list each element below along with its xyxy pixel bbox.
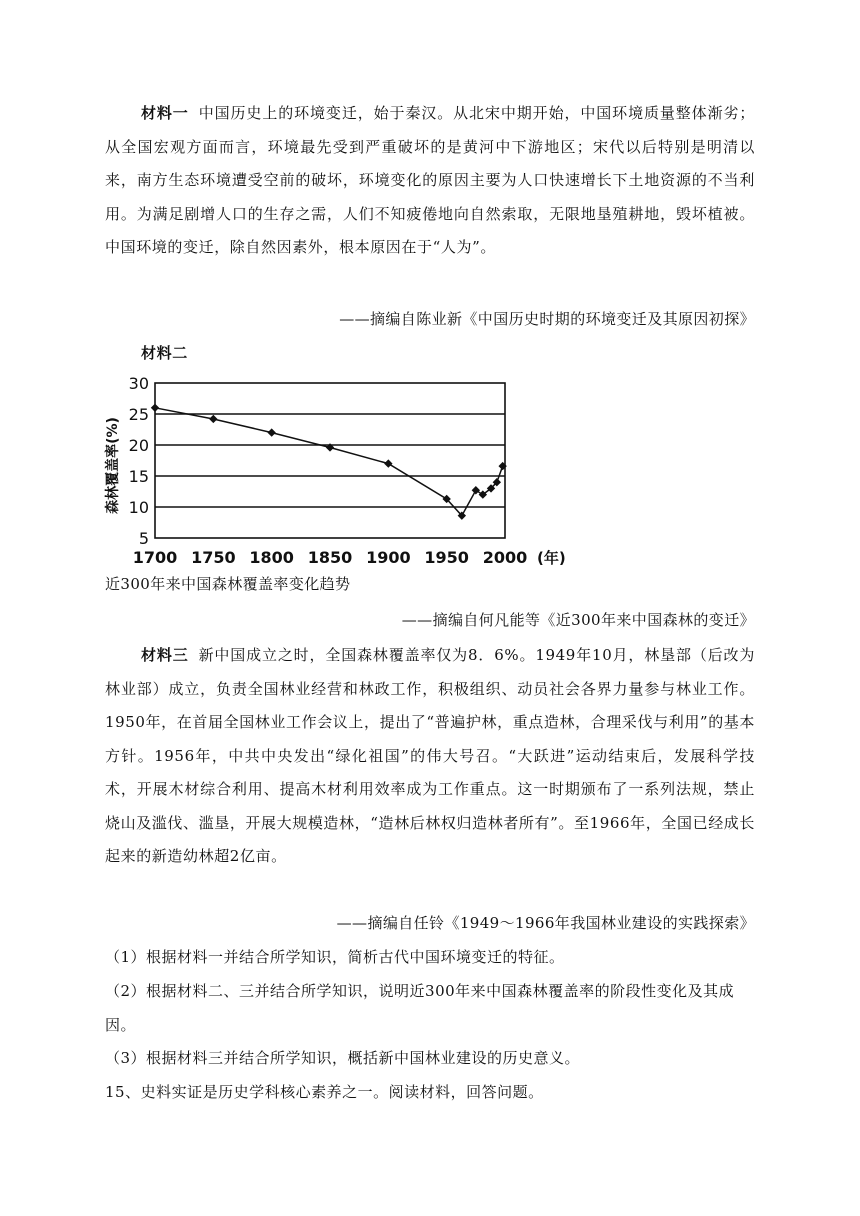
x-tick-label: 1950 [424,548,469,567]
data-point [209,415,217,423]
series-line [155,408,503,516]
y-tick-label: 5 [138,529,149,548]
material3-text: 新中国成立之时，全国森林覆盖率仅为8．6%。1949年10月，林垦部（后改为林业部）成立，负责全国林业经营和林政工作，积极组织、动员社会各界力量参与林业工作。1950年，在首届全国林业工作会议上，提出了“普遍护林，重点造林，合理采伐与利用”的基本方针。1956年，中共中央发出“绿化祖国”的伟大号召。“大跃进”运动结束后，发展科学技术，开展木材综合利用、提高木材利用效率成为工作重点。这一时期颁布了一系列法规，禁止烧山及滥伐、滥垦，开展大规模造林，“造林后林权归造林者所有”。至1966年，全国已经成长起来的新造幼林超2亿亩。 [105,646,755,865]
question-3: （3）根据材料三并结合所学知识，概括新中国林业建设的历史意义。 [105,1049,581,1067]
x-tick-label: 1900 [366,548,411,567]
x-tick-label: 1850 [307,548,353,567]
material1-text: 中国历史上的环境变迁，始于秦汉。从北宋中期开始，中国环境质量整体渐劣；从全国宏观方面而言，环境最先受到严重破坏的是黄河中下游地区；宋代以后特别是明清以来，南方生态环境遭受空前的破坏，环境变化的原因主要为人口快速增长下土地资源的不当利用。为满足剧增人口的生存之需，人们不知疲倦地向自然索取，无限地垦殖耕地，毁坏植被。中国环境的变迁，除自然因素外，根本原因在于“人为”。 [105,104,755,256]
material2-label: 材料二 [141,344,188,362]
x-axis-unit: (年) [537,549,566,567]
y-tick-label: 30 [128,374,149,393]
plot-frame [155,383,505,538]
chart-caption: 近300年来中国森林覆盖率变化趋势 [105,575,351,593]
data-point [267,428,275,436]
y-tick-label: 15 [128,467,149,486]
y-tick-label: 10 [128,498,149,517]
material3-paragraph [105,639,755,874]
material1-paragraph [105,97,755,265]
x-tick-label: 1750 [191,548,236,567]
forest-coverage-chart [100,370,566,570]
x-tick-label: 1700 [132,548,178,567]
material1-label: 材料一 [141,104,189,122]
x-tick-label: 2000 [482,548,528,567]
question-15: 15、史料实证是历史学科核心素养之一。阅读材料，回答问题。 [105,1083,544,1101]
material3-source: ——摘编自任铃《1949～1966年我国林业建设的实践探索》 [336,914,755,932]
material2-source: ——摘编自何凡能等《近300年来中国森林的变迁》 [401,611,755,629]
data-point [472,486,480,494]
y-axis-label: 森林覆盖率(%) [105,417,121,514]
question-2: （2）根据材料二、三并结合所学知识，说明近300年来中国森林覆盖率的阶段性变化及其成因。 [105,982,735,1034]
question-1: （1）根据材料一并结合所学知识，简析古代中国环境变迁的特征。 [105,948,565,966]
data-point [384,459,392,467]
y-tick-label: 20 [128,436,149,455]
data-point [151,404,159,412]
material3-label: 材料三 [141,646,189,664]
y-tick-label: 25 [128,405,149,424]
material1-source: ——摘编自陈业新《中国历史时期的环境变迁及其原因初探》 [339,310,755,328]
x-tick-label: 1800 [249,548,294,567]
